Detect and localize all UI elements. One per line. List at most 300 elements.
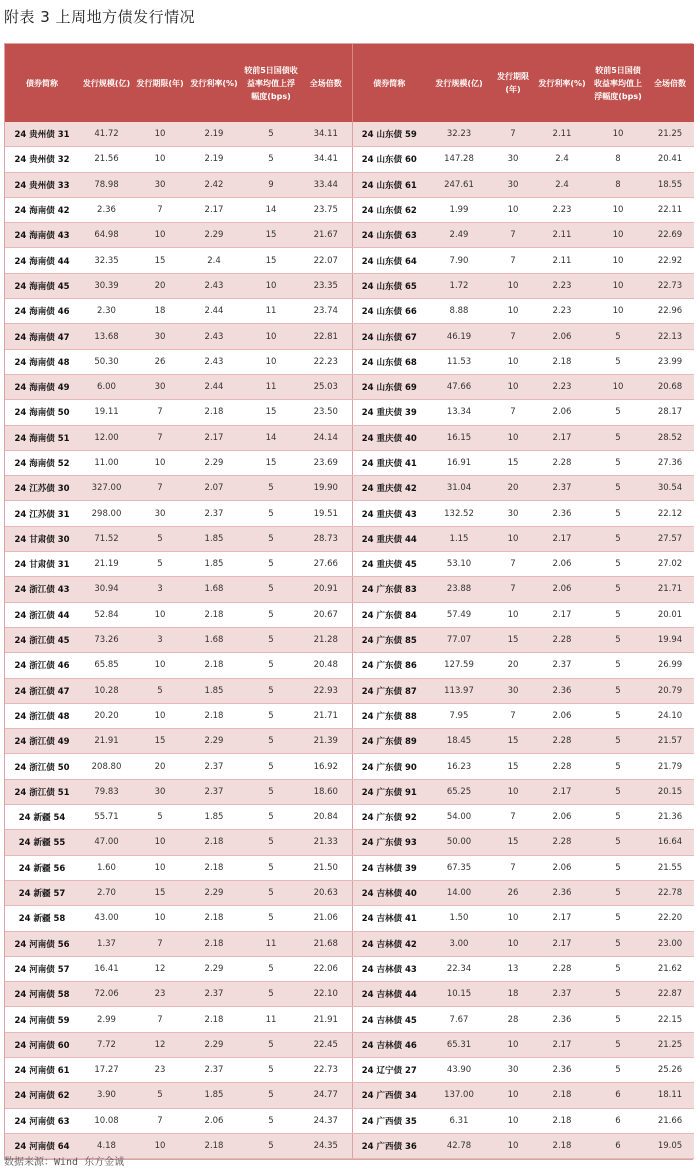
- right-issue-rate-cell: 2.17: [534, 931, 590, 956]
- left-issue-size-cell: 2.70: [79, 880, 134, 905]
- left-issue-size-cell: 72.06: [79, 982, 134, 1007]
- left-issue-rate-cell: 2.43: [186, 273, 242, 298]
- right-spread-bps-cell: 5: [590, 1007, 646, 1032]
- right-issue-size-cell: 13.34: [426, 400, 492, 425]
- left-spread-bps-cell: 15: [242, 400, 300, 425]
- table-row: [5, 577, 694, 602]
- left-bond-name-cell: 24 海南债 45: [5, 273, 79, 298]
- right-bid-cover-cell: 22.69: [646, 223, 694, 248]
- right-bond-name-cell: 24 广东债 83: [352, 577, 426, 602]
- right-issue-term-cell: 10: [492, 1032, 534, 1057]
- left-bond-name-cell: 24 河南债 61: [5, 1057, 79, 1082]
- left-issue-size-cell: 20.20: [79, 703, 134, 728]
- left-bid-cover-cell: 21.06: [300, 906, 352, 931]
- left-issue-size-cell: 2.99: [79, 1007, 134, 1032]
- right-issue-rate-cell: 2.36: [534, 1057, 590, 1082]
- left-issue-term-cell: 30: [134, 501, 186, 526]
- right-issue-size-cell: 8.88: [426, 299, 492, 324]
- left-issue-term-cell: 5: [134, 678, 186, 703]
- right-bond-name-cell: 24 山东债 64: [352, 248, 426, 273]
- left-issue-rate-cell: 2.18: [186, 931, 242, 956]
- right-issue-size-cell: 50.00: [426, 830, 492, 855]
- left-bid-cover-cell: 18.60: [300, 779, 352, 804]
- right-bond-name-cell: 24 广东债 91: [352, 779, 426, 804]
- right-spread-bps-cell: 10: [590, 273, 646, 298]
- right-issue-term-cell: 10: [492, 299, 534, 324]
- right-bid-cover-cell: 22.87: [646, 982, 694, 1007]
- left-issue-term-cell: 10: [134, 703, 186, 728]
- left-issue-rate-cell: 2.18: [186, 830, 242, 855]
- right-spread-bps-cell: 5: [590, 501, 646, 526]
- right-spread-bps-cell: 6: [590, 1108, 646, 1133]
- right-bid-cover-cell: 27.36: [646, 450, 694, 475]
- left-issue-term-cell: 7: [134, 931, 186, 956]
- left-bond-name-cell: 24 海南债 43: [5, 223, 79, 248]
- left-bid-cover-cell: 25.03: [300, 374, 352, 399]
- right-issue-term-cell: 7: [492, 703, 534, 728]
- right-issue-rate-cell: 2.18: [534, 1083, 590, 1108]
- right-issue-term-cell: 15: [492, 450, 534, 475]
- left-spread-bps-cell: 14: [242, 425, 300, 450]
- left-issue-size-cell: 2.30: [79, 299, 134, 324]
- right-bid-cover-cell: 18.55: [646, 172, 694, 197]
- right-spread-bps-cell: 6: [590, 1083, 646, 1108]
- left-bond-name-cell: 24 河南债 58: [5, 982, 79, 1007]
- left-bond-name-cell: 24 江苏债 31: [5, 501, 79, 526]
- right-bid-cover-cell: 21.79: [646, 754, 694, 779]
- left-bid-cover-cell: 19.51: [300, 501, 352, 526]
- right-bid-cover-cell: 23.99: [646, 349, 694, 374]
- right-spread-bps-cell: 5: [590, 602, 646, 627]
- left-issue-rate-cell: 2.29: [186, 223, 242, 248]
- left-issue-term-cell: 3: [134, 627, 186, 652]
- right-issue-size-cell: 53.10: [426, 552, 492, 577]
- right-issue-term-cell: 15: [492, 754, 534, 779]
- right-issue-rate-cell: 2.18: [534, 349, 590, 374]
- table-row: [5, 982, 694, 1007]
- data-source-note: 数据来源：Wind 东方金诚: [4, 1157, 125, 1168]
- right-issue-rate-cell: 2.06: [534, 324, 590, 349]
- left-bond-name-cell: 24 河南债 56: [5, 931, 79, 956]
- left-bond-name-cell: 24 新疆 58: [5, 906, 79, 931]
- right-spread-bps-cell: 5: [590, 349, 646, 374]
- left-issue-term-cell: 10: [134, 830, 186, 855]
- left-issue-term-cell: 5: [134, 552, 186, 577]
- right-spread-bps-cell: 5: [590, 627, 646, 652]
- right-issue-term-cell: 15: [492, 627, 534, 652]
- left-issue-size-cell: 327.00: [79, 476, 134, 501]
- right-issue-size-cell: 54.00: [426, 805, 492, 830]
- right-issue-term-cell: 10: [492, 906, 534, 931]
- right-issue-size-cell: 247.61: [426, 172, 492, 197]
- right-issue-rate-cell: 2.17: [534, 906, 590, 931]
- table-row: [5, 729, 694, 754]
- right-bid-cover-cell: 20.01: [646, 602, 694, 627]
- left-bid-cover-cell: 20.84: [300, 805, 352, 830]
- right-issue-size-cell: 2.49: [426, 223, 492, 248]
- right-issue-term-cell: 30: [492, 1057, 534, 1082]
- table-row: [5, 653, 694, 678]
- right-spread-bps-cell: 10: [590, 122, 646, 147]
- table-row: [5, 805, 694, 830]
- table-row: [5, 450, 694, 475]
- left-spread-bps-cell: 5: [242, 982, 300, 1007]
- right-spread-bps-cell: 10: [590, 299, 646, 324]
- right-bond-name-cell: 24 吉林债 43: [352, 956, 426, 981]
- left-bond-name-cell: 24 海南债 42: [5, 197, 79, 222]
- left-issue-size-cell: 41.72: [79, 122, 134, 147]
- left-issue-rate-cell: 2.17: [186, 425, 242, 450]
- left-spread-bps-cell: 14: [242, 197, 300, 222]
- left-issue-term-cell: 20: [134, 754, 186, 779]
- right-issue-rate-cell: 2.37: [534, 982, 590, 1007]
- right-issue-term-cell: 7: [492, 805, 534, 830]
- right-spread-bps-cell: 5: [590, 779, 646, 804]
- right-spread-bps-cell: 5: [590, 855, 646, 880]
- right-bid-cover-cell: 20.15: [646, 779, 694, 804]
- right-issue-term-cell: 10: [492, 526, 534, 551]
- left-bond-name-cell: 24 贵州债 33: [5, 172, 79, 197]
- left-issue-rate-cell: 2.29: [186, 1032, 242, 1057]
- right-spread-bps-cell: 5: [590, 476, 646, 501]
- left-issue-rate-cell: 2.18: [186, 855, 242, 880]
- right-bid-cover-cell: 27.57: [646, 526, 694, 551]
- right-issue-term-cell: 10: [492, 273, 534, 298]
- left-bid-cover-cell: 21.67: [300, 223, 352, 248]
- left-issue-term-cell: 7: [134, 476, 186, 501]
- left-spread-bps-cell: 5: [242, 729, 300, 754]
- left-issue-rate-cell: 2.29: [186, 729, 242, 754]
- right-bond-name-cell: 24 山东债 61: [352, 172, 426, 197]
- left-issue-term-cell: 20: [134, 273, 186, 298]
- left-bond-name-cell: 24 新疆 55: [5, 830, 79, 855]
- left-bond-name-cell: 24 浙江债 47: [5, 678, 79, 703]
- right-issue-size-cell: 137.00: [426, 1083, 492, 1108]
- header-left-bond-name: 债券简称: [5, 44, 79, 122]
- table-row: [5, 956, 694, 981]
- right-spread-bps-cell: 5: [590, 1032, 646, 1057]
- left-bond-name-cell: 24 河南债 63: [5, 1108, 79, 1133]
- right-issue-rate-cell: 2.06: [534, 855, 590, 880]
- left-issue-rate-cell: 2.43: [186, 349, 242, 374]
- right-issue-size-cell: 43.90: [426, 1057, 492, 1082]
- right-bid-cover-cell: 22.73: [646, 273, 694, 298]
- right-bid-cover-cell: 22.13: [646, 324, 694, 349]
- left-issue-size-cell: 78.98: [79, 172, 134, 197]
- left-spread-bps-cell: 11: [242, 1007, 300, 1032]
- right-issue-size-cell: 127.59: [426, 653, 492, 678]
- left-issue-size-cell: 12.00: [79, 425, 134, 450]
- right-issue-rate-cell: 2.23: [534, 299, 590, 324]
- left-bond-name-cell: 24 贵州债 32: [5, 147, 79, 172]
- right-issue-term-cell: 20: [492, 476, 534, 501]
- right-issue-rate-cell: 2.23: [534, 273, 590, 298]
- left-bid-cover-cell: 34.41: [300, 147, 352, 172]
- data-table: [5, 44, 694, 1159]
- left-issue-rate-cell: 2.37: [186, 754, 242, 779]
- table-row: [5, 703, 694, 728]
- right-issue-size-cell: 77.07: [426, 627, 492, 652]
- left-bid-cover-cell: 19.90: [300, 476, 352, 501]
- right-issue-size-cell: 16.15: [426, 425, 492, 450]
- left-issue-rate-cell: 2.44: [186, 299, 242, 324]
- right-spread-bps-cell: 5: [590, 729, 646, 754]
- right-issue-term-cell: 30: [492, 678, 534, 703]
- right-issue-size-cell: 67.35: [426, 855, 492, 880]
- table-row: [5, 122, 694, 147]
- left-issue-term-cell: 10: [134, 450, 186, 475]
- left-bid-cover-cell: 22.45: [300, 1032, 352, 1057]
- left-bid-cover-cell: 20.48: [300, 653, 352, 678]
- right-bid-cover-cell: 26.99: [646, 653, 694, 678]
- right-bid-cover-cell: 21.62: [646, 956, 694, 981]
- right-issue-term-cell: 10: [492, 1133, 534, 1158]
- right-bond-name-cell: 24 广东债 87: [352, 678, 426, 703]
- table-row: [5, 880, 694, 905]
- left-spread-bps-cell: 10: [242, 273, 300, 298]
- left-issue-term-cell: 10: [134, 122, 186, 147]
- left-issue-term-cell: 7: [134, 425, 186, 450]
- table-row: [5, 147, 694, 172]
- right-issue-size-cell: 1.50: [426, 906, 492, 931]
- right-issue-size-cell: 16.23: [426, 754, 492, 779]
- table-row: [5, 273, 694, 298]
- right-spread-bps-cell: 5: [590, 956, 646, 981]
- right-bond-name-cell: 24 重庆债 42: [352, 476, 426, 501]
- left-bond-name-cell: 24 浙江债 44: [5, 602, 79, 627]
- left-issue-term-cell: 23: [134, 1057, 186, 1082]
- right-issue-rate-cell: 2.28: [534, 729, 590, 754]
- left-bid-cover-cell: 24.14: [300, 425, 352, 450]
- right-bid-cover-cell: 28.52: [646, 425, 694, 450]
- table-row: [5, 324, 694, 349]
- header-left-issue-rate: 发行利率(%): [186, 44, 242, 122]
- left-bid-cover-cell: 16.92: [300, 754, 352, 779]
- left-issue-rate-cell: 2.29: [186, 880, 242, 905]
- right-spread-bps-cell: 5: [590, 805, 646, 830]
- left-bond-name-cell: 24 江苏债 30: [5, 476, 79, 501]
- right-issue-term-cell: 20: [492, 653, 534, 678]
- right-spread-bps-cell: 10: [590, 248, 646, 273]
- right-bid-cover-cell: 22.12: [646, 501, 694, 526]
- right-issue-term-cell: 10: [492, 197, 534, 222]
- left-issue-term-cell: 7: [134, 400, 186, 425]
- left-issue-size-cell: 30.39: [79, 273, 134, 298]
- right-issue-rate-cell: 2.18: [534, 1108, 590, 1133]
- table-row: [5, 1007, 694, 1032]
- right-bond-name-cell: 24 广东债 88: [352, 703, 426, 728]
- right-issue-rate-cell: 2.17: [534, 1032, 590, 1057]
- left-bond-name-cell: 24 新疆 56: [5, 855, 79, 880]
- left-bond-name-cell: 24 海南债 48: [5, 349, 79, 374]
- left-spread-bps-cell: 5: [242, 880, 300, 905]
- right-spread-bps-cell: 8: [590, 147, 646, 172]
- right-spread-bps-cell: 5: [590, 1057, 646, 1082]
- left-spread-bps-cell: 5: [242, 779, 300, 804]
- right-issue-rate-cell: 2.36: [534, 1007, 590, 1032]
- left-issue-size-cell: 7.72: [79, 1032, 134, 1057]
- left-issue-size-cell: 30.94: [79, 577, 134, 602]
- left-issue-term-cell: 12: [134, 956, 186, 981]
- table-row: [5, 197, 694, 222]
- left-spread-bps-cell: 5: [242, 678, 300, 703]
- left-bid-cover-cell: 24.37: [300, 1108, 352, 1133]
- left-bond-name-cell: 24 浙江债 46: [5, 653, 79, 678]
- right-issue-term-cell: 26: [492, 880, 534, 905]
- right-bond-name-cell: 24 广东债 89: [352, 729, 426, 754]
- table-row: [5, 299, 694, 324]
- left-bid-cover-cell: 33.44: [300, 172, 352, 197]
- left-spread-bps-cell: 15: [242, 223, 300, 248]
- right-issue-rate-cell: 2.36: [534, 678, 590, 703]
- left-issue-rate-cell: 2.07: [186, 476, 242, 501]
- right-issue-rate-cell: 2.17: [534, 779, 590, 804]
- left-spread-bps-cell: 5: [242, 501, 300, 526]
- right-spread-bps-cell: 5: [590, 703, 646, 728]
- right-spread-bps-cell: 10: [590, 197, 646, 222]
- right-bond-name-cell: 24 山东债 63: [352, 223, 426, 248]
- left-issue-rate-cell: 2.18: [186, 653, 242, 678]
- table-row: [5, 855, 694, 880]
- right-bid-cover-cell: 19.05: [646, 1133, 694, 1158]
- right-spread-bps-cell: 5: [590, 653, 646, 678]
- table-row: [5, 1057, 694, 1082]
- right-issue-rate-cell: 2.28: [534, 830, 590, 855]
- right-bid-cover-cell: 20.68: [646, 374, 694, 399]
- table-row: [5, 1032, 694, 1057]
- left-bond-name-cell: 24 海南债 44: [5, 248, 79, 273]
- right-bond-name-cell: 24 重庆债 41: [352, 450, 426, 475]
- left-issue-size-cell: 55.71: [79, 805, 134, 830]
- left-bid-cover-cell: 22.93: [300, 678, 352, 703]
- right-bond-name-cell: 24 山东债 62: [352, 197, 426, 222]
- right-issue-size-cell: 10.15: [426, 982, 492, 1007]
- left-issue-size-cell: 21.56: [79, 147, 134, 172]
- left-issue-term-cell: 30: [134, 324, 186, 349]
- right-issue-rate-cell: 2.37: [534, 476, 590, 501]
- left-bond-name-cell: 24 贵州债 31: [5, 122, 79, 147]
- right-spread-bps-cell: 10: [590, 374, 646, 399]
- right-issue-rate-cell: 2.11: [534, 223, 590, 248]
- header-right-issue-size: 发行规模(亿): [426, 44, 492, 122]
- left-bond-name-cell: 24 浙江债 45: [5, 627, 79, 652]
- right-issue-size-cell: 14.00: [426, 880, 492, 905]
- left-issue-size-cell: 71.52: [79, 526, 134, 551]
- right-issue-size-cell: 6.31: [426, 1108, 492, 1133]
- left-bid-cover-cell: 23.35: [300, 273, 352, 298]
- left-bond-name-cell: 24 甘肃债 30: [5, 526, 79, 551]
- left-bid-cover-cell: 22.73: [300, 1057, 352, 1082]
- left-bid-cover-cell: 20.63: [300, 880, 352, 905]
- table-row: [5, 678, 694, 703]
- left-issue-term-cell: 26: [134, 349, 186, 374]
- table-row: [5, 501, 694, 526]
- header-left-issue-term: 发行期限(年): [134, 44, 186, 122]
- left-issue-term-cell: 10: [134, 147, 186, 172]
- left-issue-size-cell: 10.28: [79, 678, 134, 703]
- right-bid-cover-cell: 18.11: [646, 1083, 694, 1108]
- right-issue-rate-cell: 2.28: [534, 450, 590, 475]
- right-issue-size-cell: 65.25: [426, 779, 492, 804]
- table-row: [5, 400, 694, 425]
- right-bond-name-cell: 24 广东债 93: [352, 830, 426, 855]
- right-bond-name-cell: 24 广西债 34: [352, 1083, 426, 1108]
- right-issue-term-cell: 10: [492, 931, 534, 956]
- right-issue-rate-cell: 2.36: [534, 501, 590, 526]
- right-issue-rate-cell: 2.36: [534, 880, 590, 905]
- header-right-bond-name: 债券简称: [352, 44, 426, 122]
- left-issue-term-cell: 3: [134, 577, 186, 602]
- left-issue-rate-cell: 1.85: [186, 526, 242, 551]
- left-issue-term-cell: 18: [134, 299, 186, 324]
- right-bid-cover-cell: 30.54: [646, 476, 694, 501]
- right-issue-rate-cell: 2.06: [534, 400, 590, 425]
- left-bid-cover-cell: 20.67: [300, 602, 352, 627]
- right-bond-name-cell: 24 吉林债 41: [352, 906, 426, 931]
- left-issue-rate-cell: 2.19: [186, 122, 242, 147]
- left-issue-rate-cell: 2.37: [186, 501, 242, 526]
- right-bond-name-cell: 24 吉林债 45: [352, 1007, 426, 1032]
- right-issue-rate-cell: 2.23: [534, 374, 590, 399]
- table-row: [5, 602, 694, 627]
- left-issue-rate-cell: 2.06: [186, 1108, 242, 1133]
- right-bid-cover-cell: 24.10: [646, 703, 694, 728]
- right-issue-term-cell: 13: [492, 956, 534, 981]
- left-issue-term-cell: 7: [134, 197, 186, 222]
- left-issue-term-cell: 30: [134, 374, 186, 399]
- right-bond-name-cell: 24 广西债 36: [352, 1133, 426, 1158]
- left-spread-bps-cell: 5: [242, 906, 300, 931]
- right-issue-term-cell: 7: [492, 855, 534, 880]
- left-issue-size-cell: 73.26: [79, 627, 134, 652]
- right-issue-size-cell: 1.99: [426, 197, 492, 222]
- right-issue-size-cell: 132.52: [426, 501, 492, 526]
- right-issue-term-cell: 10: [492, 349, 534, 374]
- left-bid-cover-cell: 21.68: [300, 931, 352, 956]
- table-row: [5, 526, 694, 551]
- left-spread-bps-cell: 5: [242, 602, 300, 627]
- left-issue-size-cell: 43.00: [79, 906, 134, 931]
- left-bid-cover-cell: 21.50: [300, 855, 352, 880]
- right-issue-rate-cell: 2.4: [534, 147, 590, 172]
- left-spread-bps-cell: 10: [242, 349, 300, 374]
- right-issue-term-cell: 10: [492, 374, 534, 399]
- left-issue-size-cell: 10.08: [79, 1108, 134, 1133]
- right-bid-cover-cell: 22.11: [646, 197, 694, 222]
- left-issue-size-cell: 65.85: [79, 653, 134, 678]
- right-issue-rate-cell: 2.06: [534, 577, 590, 602]
- right-spread-bps-cell: 5: [590, 526, 646, 551]
- left-bid-cover-cell: 22.10: [300, 982, 352, 1007]
- right-spread-bps-cell: 5: [590, 754, 646, 779]
- left-bid-cover-cell: 27.66: [300, 552, 352, 577]
- right-bid-cover-cell: 21.36: [646, 805, 694, 830]
- right-bid-cover-cell: 21.25: [646, 1032, 694, 1057]
- left-issue-rate-cell: 1.85: [186, 678, 242, 703]
- left-spread-bps-cell: 9: [242, 172, 300, 197]
- left-issue-size-cell: 11.00: [79, 450, 134, 475]
- left-spread-bps-cell: 5: [242, 855, 300, 880]
- table-row: [5, 552, 694, 577]
- left-issue-term-cell: 10: [134, 223, 186, 248]
- right-bid-cover-cell: 21.71: [646, 577, 694, 602]
- right-bid-cover-cell: 20.79: [646, 678, 694, 703]
- right-bid-cover-cell: 21.57: [646, 729, 694, 754]
- left-issue-term-cell: 30: [134, 172, 186, 197]
- header-row: [5, 44, 694, 122]
- left-bond-name-cell: 24 河南债 57: [5, 956, 79, 981]
- right-spread-bps-cell: 5: [590, 577, 646, 602]
